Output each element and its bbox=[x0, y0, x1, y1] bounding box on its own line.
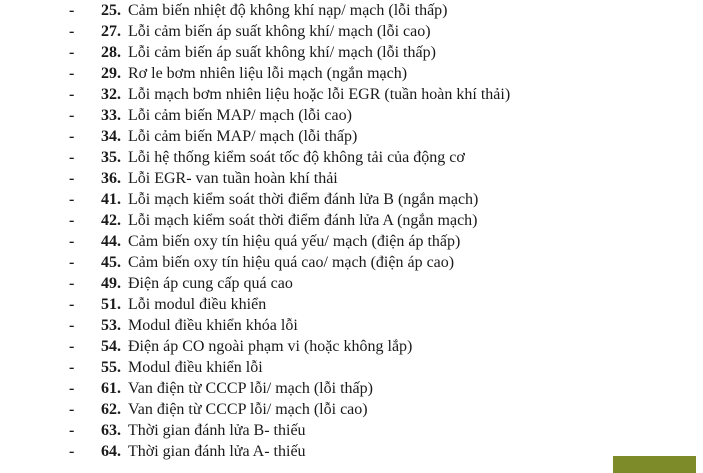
list-bullet: - bbox=[69, 275, 75, 292]
list-bullet: - bbox=[69, 44, 75, 61]
list-item bbox=[0, 21, 703, 42]
list-bullet: - bbox=[69, 254, 75, 271]
list-item bbox=[0, 0, 703, 21]
list-bullet: - bbox=[69, 359, 75, 376]
list-bullet: - bbox=[69, 317, 75, 334]
error-code-description: Thời gian đánh lửa B- thiếu bbox=[128, 422, 306, 439]
error-code-number: 63. bbox=[101, 422, 121, 439]
list-bullet: - bbox=[69, 443, 75, 460]
list-item bbox=[0, 252, 703, 273]
error-code-description: Cảm biến oxy tín hiệu quá yếu/ mạch (điện áp thấp) bbox=[128, 233, 461, 250]
error-code-description: Lỗi mạch bơm nhiên liệu hoặc lỗi EGR (tuần hoàn khí thải) bbox=[128, 86, 511, 103]
list-bullet: - bbox=[69, 23, 75, 40]
list-item bbox=[0, 357, 703, 378]
decorative-corner-block bbox=[613, 456, 696, 473]
error-code-description: Lỗi EGR- van tuần hoàn khí thải bbox=[128, 170, 338, 187]
error-code-description: Lỗi mạch kiểm soát thời điểm đánh lửa A (ngắn mạch) bbox=[128, 212, 478, 229]
error-code-number: 41. bbox=[101, 191, 121, 208]
list-bullet: - bbox=[69, 338, 75, 355]
error-code-description: Lỗi mạch kiểm soát thời điểm đánh lửa B (ngắn mạch) bbox=[128, 191, 479, 208]
error-code-description: Điện áp cung cấp quá cao bbox=[128, 275, 293, 292]
list-bullet: - bbox=[69, 86, 75, 103]
list-bullet: - bbox=[69, 380, 75, 397]
list-item bbox=[0, 399, 703, 420]
error-code-description: Lỗi cảm biến MAP/ mạch (lỗi thấp) bbox=[128, 128, 358, 145]
list-item bbox=[0, 189, 703, 210]
list-item bbox=[0, 315, 703, 336]
error-code-number: 27. bbox=[101, 23, 121, 40]
error-code-description: Cảm biến oxy tín hiệu quá cao/ mạch (điện áp cao) bbox=[128, 254, 455, 271]
error-code-number: 45. bbox=[101, 254, 121, 271]
list-bullet: - bbox=[69, 128, 75, 145]
list-item bbox=[0, 42, 703, 63]
list-item bbox=[0, 126, 703, 147]
list-item bbox=[0, 420, 703, 441]
error-code-number: 61. bbox=[101, 380, 121, 397]
error-code-number: 36. bbox=[101, 170, 121, 187]
error-code-description: Van điện từ CCCP lỗi/ mạch (lỗi cao) bbox=[128, 401, 368, 418]
error-code-number: 49. bbox=[101, 275, 121, 292]
error-code-description: Modul điều khiển khóa lỗi bbox=[128, 317, 298, 334]
error-code-description: Lỗi modul điều khiển bbox=[128, 296, 267, 313]
list-bullet: - bbox=[69, 422, 75, 439]
error-code-number: 51. bbox=[101, 296, 121, 313]
error-code-number: 55. bbox=[101, 359, 121, 376]
error-code-number: 34. bbox=[101, 128, 121, 145]
error-code-description: Lỗi cảm biến áp suất không khí/ mạch (lỗi cao) bbox=[128, 23, 431, 40]
error-code-description: Lỗi hệ thống kiểm soát tốc độ không tải của động cơ bbox=[128, 149, 465, 166]
list-bullet: - bbox=[69, 296, 75, 313]
error-code-number: 25. bbox=[101, 2, 121, 19]
list-item bbox=[0, 210, 703, 231]
error-code-description: Rơ le bơm nhiên liệu lỗi mạch (ngắn mạch) bbox=[128, 65, 408, 82]
list-bullet: - bbox=[69, 212, 75, 229]
error-code-number: 28. bbox=[101, 44, 121, 61]
list-item bbox=[0, 147, 703, 168]
list-bullet: - bbox=[69, 401, 75, 418]
error-code-number: 32. bbox=[101, 86, 121, 103]
error-code-number: 29. bbox=[101, 65, 121, 82]
list-item bbox=[0, 441, 703, 462]
error-code-description: Thời gian đánh lửa A- thiếu bbox=[128, 443, 306, 460]
list-item bbox=[0, 105, 703, 126]
error-code-number: 54. bbox=[101, 338, 121, 355]
error-code-description: Modul điều khiển lỗi bbox=[128, 359, 263, 376]
error-code-description: Lỗi cảm biến MAP/ mạch (lỗi cao) bbox=[128, 107, 352, 124]
list-bullet: - bbox=[69, 233, 75, 250]
list-item bbox=[0, 231, 703, 252]
error-code-number: 53. bbox=[101, 317, 121, 334]
list-bullet: - bbox=[69, 170, 75, 187]
error-code-number: 64. bbox=[101, 443, 121, 460]
list-item bbox=[0, 273, 703, 294]
list-item bbox=[0, 294, 703, 315]
list-item bbox=[0, 336, 703, 357]
error-code-description: Lỗi cảm biến áp suất không khí/ mạch (lỗi thấp) bbox=[128, 44, 436, 61]
error-code-number: 33. bbox=[101, 107, 121, 124]
error-code-number: 62. bbox=[101, 401, 121, 418]
error-code-description: Van điện từ CCCP lỗi/ mạch (lỗi thấp) bbox=[128, 380, 373, 397]
list-item bbox=[0, 84, 703, 105]
list-item bbox=[0, 63, 703, 84]
error-code-number: 42. bbox=[101, 212, 121, 229]
list-bullet: - bbox=[69, 2, 75, 19]
error-code-description: Điện áp CO ngoài phạm vi (hoặc không lắp) bbox=[128, 338, 413, 355]
list-bullet: - bbox=[69, 149, 75, 166]
list-bullet: - bbox=[69, 107, 75, 124]
error-code-description: Cảm biến nhiệt độ không khí nạp/ mạch (lỗi thấp) bbox=[128, 2, 448, 19]
list-bullet: - bbox=[69, 65, 75, 82]
error-code-number: 35. bbox=[101, 149, 121, 166]
list-bullet: - bbox=[69, 191, 75, 208]
list-item bbox=[0, 168, 703, 189]
error-code-number: 44. bbox=[101, 233, 121, 250]
list-item bbox=[0, 378, 703, 399]
